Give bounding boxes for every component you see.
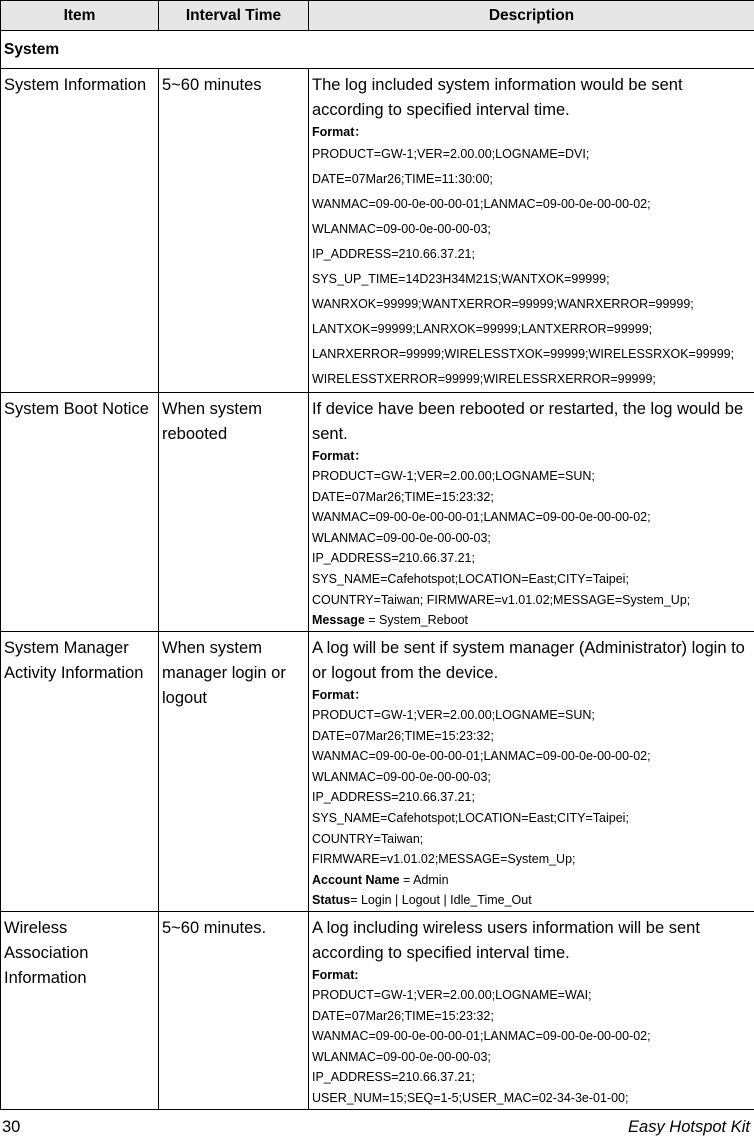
header-description: Description [309, 1, 754, 31]
field-label: Account Name [312, 872, 400, 887]
interval-cell: When system rebooted [159, 393, 309, 632]
format-line: DATE=07Mar26;TIME=15:23:32; [312, 489, 494, 504]
format-line: WIRELESSTXERROR=99999;WIRELESSRXERROR=99999; [312, 372, 656, 386]
format-lines [312, 466, 754, 631]
format-label: Format: [312, 968, 359, 982]
format-line: WANRXOK=99999;WANTXERROR=99999;WANRXERROR=99999; [312, 297, 694, 311]
format-field [312, 610, 754, 631]
format-line: WANMAC=09-00-0e-00-00-01;LANMAC=09-00-0e-00-00-02; [312, 1029, 651, 1044]
format-label: Format： [312, 125, 367, 139]
description-text: If device have been rebooted or restarted, the log would be sent. [312, 400, 744, 443]
format-line: PRODUCT=GW-1;VER=2.00.00;LOGNAME=SUN; [312, 469, 595, 483]
interval-cell: When system manager login or logout [159, 632, 309, 912]
section-title: System [1, 31, 754, 69]
interval-cell: 5~60 minutes. [159, 912, 309, 1110]
format-field [312, 870, 754, 891]
format-line: LANTXOK=99999;LANRXOK=99999;LANTXERROR=99999; [312, 322, 653, 336]
item-cell: System Boot Notice [1, 393, 159, 632]
format-line: IP_ADDRESS=210.66.37.21; [312, 790, 475, 805]
format-field [312, 890, 754, 911]
interval-cell: 5~60 minutes [159, 69, 309, 393]
description-cell [309, 632, 754, 912]
format-line: DATE=07Mar26;TIME=15:23:32; [312, 728, 494, 743]
header-interval: Interval Time [159, 1, 309, 31]
field-label: Message [312, 613, 365, 628]
format-line: DATE=07Mar26;TIME=11:30:00; [312, 172, 493, 186]
format-line: SYS_NAME=Cafehotspot;LOCATION=East;CITY=Taipei; [312, 810, 629, 825]
table-row [1, 69, 754, 393]
field-value: = System_Reboot [364, 613, 468, 628]
format-line: WLANMAC=09-00-0e-00-00-03; [312, 1049, 491, 1064]
format-line: PRODUCT=GW-1;VER=2.00.00;LOGNAME=DVI; [312, 147, 590, 161]
format-line: COUNTRY=Taiwan; [312, 831, 424, 846]
item-cell: System Manager Activity Information [1, 632, 159, 912]
format-line: DATE=07Mar26;TIME=15:23:32; [312, 1008, 494, 1023]
format-line: PRODUCT=GW-1;VER=2.00.00;LOGNAME=WAI; [312, 988, 592, 1002]
format-lines [312, 705, 754, 911]
description-text: The log included system information would be sent according to specified interval time. [312, 76, 683, 119]
format-line: SYS_NAME=Cafehotspot;LOCATION=East;CITY=Taipei; [312, 571, 629, 586]
format-line: WANMAC=09-00-0e-00-00-01;LANMAC=09-00-0e-00-00-02; [312, 510, 651, 525]
format-line: FIRMWARE=v1.01.02;MESSAGE=System_Up; [312, 852, 576, 867]
item-cell: System Information [1, 69, 159, 393]
table-row [1, 632, 754, 912]
format-line: WANMAC=09-00-0e-00-00-01;LANMAC=09-00-0e-00-00-02; [312, 749, 651, 764]
format-line: IP_ADDRESS=210.66.37.21; [312, 247, 475, 261]
book-title: Easy Hotspot Kit [628, 1118, 750, 1136]
description-cell [309, 393, 754, 632]
format-lines [312, 142, 754, 392]
format-line: WLANMAC=09-00-0e-00-00-03; [312, 769, 491, 784]
header-item: Item [1, 1, 159, 31]
field-value: = Login | Logout | Idle_Time_Out [350, 893, 532, 908]
table-row [1, 393, 754, 632]
description-cell [309, 69, 754, 393]
field-label: Status [312, 893, 351, 908]
format-label: Format： [312, 688, 367, 702]
description-cell [309, 912, 754, 1110]
format-line: USER_NUM=15;SEQ=1-5;USER_MAC=02-34-3e-01-00; [312, 1090, 629, 1105]
description-text: A log will be sent if system manager (Administrator) login to or logout from the device. [312, 639, 745, 682]
header-row [1, 1, 754, 31]
page-number: 30 [2, 1118, 21, 1136]
format-line: SYS_UP_TIME=14D23H34M21S;WANTXOK=99999; [312, 272, 610, 286]
format-line: WLANMAC=09-00-0e-00-00-03; [312, 222, 491, 236]
format-line: IP_ADDRESS=210.66.37.21; [312, 551, 475, 566]
format-line: PRODUCT=GW-1;VER=2.00.00;LOGNAME=SUN; [312, 708, 595, 722]
format-line: LANRXERROR=99999;WIRELESSTXOK=99999;WIRELESSRXOK=99999; [312, 347, 735, 361]
format-lines [312, 985, 754, 1109]
table-row [1, 912, 754, 1110]
format-label: Format： [312, 449, 367, 463]
section-row [1, 31, 754, 69]
description-text: A log including wireless users information will be sent according to specified interval time. [312, 919, 700, 962]
format-line: WLANMAC=09-00-0e-00-00-03; [312, 530, 491, 545]
field-value: = Admin [399, 872, 449, 887]
format-line: COUNTRY=Taiwan; FIRMWARE=v1.01.02;MESSAGE=System_Up; [312, 592, 691, 607]
format-line: IP_ADDRESS=210.66.37.21; [312, 1070, 475, 1085]
item-cell: Wireless Association Information [1, 912, 159, 1110]
format-line: WANMAC=09-00-0e-00-00-01;LANMAC=09-00-0e-00-00-02; [312, 197, 651, 211]
